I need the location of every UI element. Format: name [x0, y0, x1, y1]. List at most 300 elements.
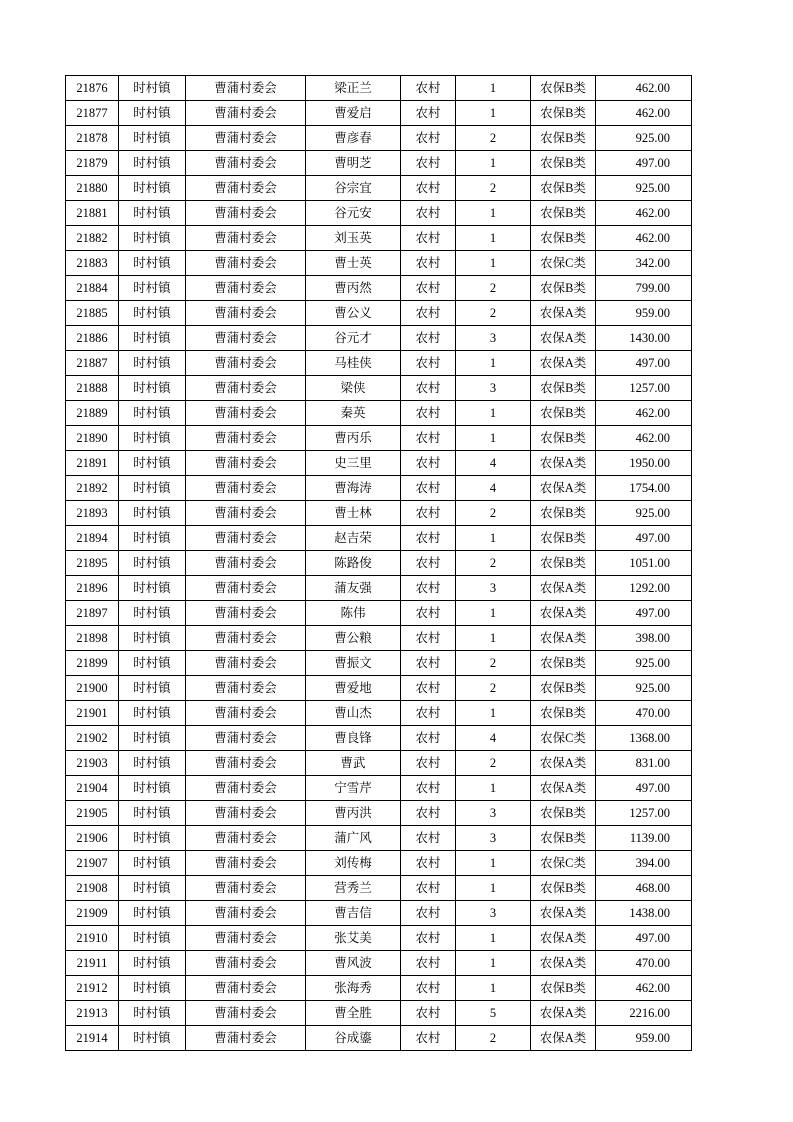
cell-household-type: 农村 [401, 901, 456, 926]
cell-serial-number: 21906 [66, 826, 119, 851]
cell-household-type: 农村 [401, 651, 456, 676]
cell-insurance-category: 农保B类 [531, 176, 596, 201]
table-row [66, 576, 692, 601]
cell-amount: 925.00 [596, 501, 692, 526]
cell-insurance-category: 农保B类 [531, 426, 596, 451]
cell-serial-number: 21882 [66, 226, 119, 251]
cell-insurance-category: 农保A类 [531, 301, 596, 326]
table-row [66, 376, 692, 401]
table-row [66, 876, 692, 901]
cell-serial-number: 21884 [66, 276, 119, 301]
cell-insurance-category: 农保A类 [531, 901, 596, 926]
cell-person-count: 1 [456, 951, 531, 976]
cell-village-committee: 曹蒲村委会 [186, 126, 306, 151]
cell-household-type: 农村 [401, 1026, 456, 1051]
cell-village-committee: 曹蒲村委会 [186, 551, 306, 576]
cell-household-type: 农村 [401, 401, 456, 426]
cell-insurance-category: 农保B类 [531, 276, 596, 301]
cell-name: 刘玉英 [306, 226, 401, 251]
cell-village-committee: 曹蒲村委会 [186, 226, 306, 251]
table-row [66, 801, 692, 826]
cell-insurance-category: 农保B类 [531, 826, 596, 851]
cell-person-count: 3 [456, 326, 531, 351]
cell-person-count: 3 [456, 801, 531, 826]
cell-insurance-category: 农保A类 [531, 626, 596, 651]
cell-town: 时村镇 [119, 201, 186, 226]
cell-insurance-category: 农保B类 [531, 376, 596, 401]
table-row [66, 476, 692, 501]
cell-name: 宁雪芹 [306, 776, 401, 801]
cell-serial-number: 21891 [66, 451, 119, 476]
cell-name: 谷元安 [306, 201, 401, 226]
cell-village-committee: 曹蒲村委会 [186, 726, 306, 751]
cell-serial-number: 21890 [66, 426, 119, 451]
cell-household-type: 农村 [401, 451, 456, 476]
cell-household-type: 农村 [401, 751, 456, 776]
cell-village-committee: 曹蒲村委会 [186, 376, 306, 401]
table-row [66, 751, 692, 776]
cell-household-type: 农村 [401, 201, 456, 226]
cell-person-count: 1 [456, 151, 531, 176]
cell-village-committee: 曹蒲村委会 [186, 976, 306, 1001]
cell-insurance-category: 农保A类 [531, 926, 596, 951]
cell-village-committee: 曹蒲村委会 [186, 576, 306, 601]
cell-household-type: 农村 [401, 801, 456, 826]
cell-name: 曹丙乐 [306, 426, 401, 451]
cell-household-type: 农村 [401, 726, 456, 751]
cell-town: 时村镇 [119, 1026, 186, 1051]
cell-household-type: 农村 [401, 551, 456, 576]
cell-person-count: 2 [456, 126, 531, 151]
cell-village-committee: 曹蒲村委会 [186, 401, 306, 426]
table-row [66, 976, 692, 1001]
table-row [66, 426, 692, 451]
cell-name: 曹风波 [306, 951, 401, 976]
cell-name: 曹士林 [306, 501, 401, 526]
table-row [66, 451, 692, 476]
cell-amount: 925.00 [596, 176, 692, 201]
cell-insurance-category: 农保B类 [531, 801, 596, 826]
cell-serial-number: 21905 [66, 801, 119, 826]
cell-person-count: 2 [456, 651, 531, 676]
cell-household-type: 农村 [401, 851, 456, 876]
cell-insurance-category: 农保A类 [531, 476, 596, 501]
cell-household-type: 农村 [401, 576, 456, 601]
table-row [66, 851, 692, 876]
cell-insurance-category: 农保B类 [531, 876, 596, 901]
cell-amount: 1139.00 [596, 826, 692, 851]
cell-amount: 925.00 [596, 676, 692, 701]
cell-amount: 959.00 [596, 1026, 692, 1051]
cell-village-committee: 曹蒲村委会 [186, 326, 306, 351]
cell-insurance-category: 农保B类 [531, 651, 596, 676]
cell-serial-number: 21914 [66, 1026, 119, 1051]
cell-serial-number: 21899 [66, 651, 119, 676]
cell-serial-number: 21881 [66, 201, 119, 226]
table-row [66, 901, 692, 926]
cell-serial-number: 21892 [66, 476, 119, 501]
cell-serial-number: 21894 [66, 526, 119, 551]
cell-village-committee: 曹蒲村委会 [186, 826, 306, 851]
cell-town: 时村镇 [119, 726, 186, 751]
cell-serial-number: 21878 [66, 126, 119, 151]
cell-person-count: 4 [456, 476, 531, 501]
cell-amount: 470.00 [596, 951, 692, 976]
table-row [66, 76, 692, 101]
cell-amount: 462.00 [596, 976, 692, 1001]
cell-amount: 799.00 [596, 276, 692, 301]
cell-person-count: 1 [456, 401, 531, 426]
cell-person-count: 2 [456, 501, 531, 526]
table-row [66, 726, 692, 751]
cell-serial-number: 21889 [66, 401, 119, 426]
cell-town: 时村镇 [119, 451, 186, 476]
insurance-payment-table [65, 75, 692, 1051]
cell-household-type: 农村 [401, 626, 456, 651]
cell-amount: 342.00 [596, 251, 692, 276]
cell-amount: 497.00 [596, 601, 692, 626]
cell-person-count: 2 [456, 1026, 531, 1051]
cell-household-type: 农村 [401, 476, 456, 501]
cell-name: 谷宗宜 [306, 176, 401, 201]
cell-household-type: 农村 [401, 301, 456, 326]
cell-insurance-category: 农保A类 [531, 601, 596, 626]
cell-town: 时村镇 [119, 926, 186, 951]
cell-household-type: 农村 [401, 101, 456, 126]
cell-village-committee: 曹蒲村委会 [186, 451, 306, 476]
cell-household-type: 农村 [401, 276, 456, 301]
cell-insurance-category: 农保B类 [531, 201, 596, 226]
cell-insurance-category: 农保B类 [531, 676, 596, 701]
cell-household-type: 农村 [401, 376, 456, 401]
cell-village-committee: 曹蒲村委会 [186, 176, 306, 201]
cell-person-count: 1 [456, 851, 531, 876]
cell-village-committee: 曹蒲村委会 [186, 426, 306, 451]
cell-amount: 1754.00 [596, 476, 692, 501]
cell-amount: 1292.00 [596, 576, 692, 601]
table-row [66, 251, 692, 276]
cell-serial-number: 21898 [66, 626, 119, 651]
cell-person-count: 4 [456, 726, 531, 751]
cell-name: 曹吉信 [306, 901, 401, 926]
table-row [66, 526, 692, 551]
cell-household-type: 农村 [401, 251, 456, 276]
cell-village-committee: 曹蒲村委会 [186, 251, 306, 276]
cell-amount: 497.00 [596, 526, 692, 551]
cell-name: 蒲友强 [306, 576, 401, 601]
table-row [66, 1026, 692, 1051]
cell-household-type: 农村 [401, 126, 456, 151]
cell-person-count: 3 [456, 376, 531, 401]
payment-table-body [66, 76, 692, 1051]
cell-town: 时村镇 [119, 501, 186, 526]
cell-name: 曹良锋 [306, 726, 401, 751]
cell-household-type: 农村 [401, 176, 456, 201]
cell-village-committee: 曹蒲村委会 [186, 851, 306, 876]
cell-person-count: 2 [456, 751, 531, 776]
cell-household-type: 农村 [401, 876, 456, 901]
cell-amount: 831.00 [596, 751, 692, 776]
cell-serial-number: 21900 [66, 676, 119, 701]
cell-insurance-category: 农保B类 [531, 76, 596, 101]
cell-town: 时村镇 [119, 476, 186, 501]
cell-name: 谷元才 [306, 326, 401, 351]
cell-village-committee: 曹蒲村委会 [186, 501, 306, 526]
cell-town: 时村镇 [119, 901, 186, 926]
cell-serial-number: 21908 [66, 876, 119, 901]
cell-household-type: 农村 [401, 776, 456, 801]
cell-amount: 497.00 [596, 151, 692, 176]
cell-amount: 1257.00 [596, 376, 692, 401]
cell-town: 时村镇 [119, 76, 186, 101]
table-row [66, 301, 692, 326]
table-row [66, 826, 692, 851]
cell-village-committee: 曹蒲村委会 [186, 601, 306, 626]
cell-town: 时村镇 [119, 551, 186, 576]
table-row [66, 201, 692, 226]
cell-household-type: 农村 [401, 701, 456, 726]
cell-town: 时村镇 [119, 226, 186, 251]
cell-town: 时村镇 [119, 826, 186, 851]
cell-name: 曹公粮 [306, 626, 401, 651]
cell-village-committee: 曹蒲村委会 [186, 276, 306, 301]
cell-town: 时村镇 [119, 651, 186, 676]
cell-name: 曹丙然 [306, 276, 401, 301]
cell-town: 时村镇 [119, 251, 186, 276]
table-row [66, 151, 692, 176]
cell-amount: 497.00 [596, 926, 692, 951]
cell-serial-number: 21883 [66, 251, 119, 276]
cell-insurance-category: 农保B类 [531, 151, 596, 176]
cell-village-committee: 曹蒲村委会 [186, 201, 306, 226]
cell-village-committee: 曹蒲村委会 [186, 651, 306, 676]
cell-town: 时村镇 [119, 351, 186, 376]
cell-village-committee: 曹蒲村委会 [186, 926, 306, 951]
cell-household-type: 农村 [401, 76, 456, 101]
cell-name: 刘传梅 [306, 851, 401, 876]
cell-village-committee: 曹蒲村委会 [186, 351, 306, 376]
cell-amount: 1950.00 [596, 451, 692, 476]
cell-person-count: 3 [456, 826, 531, 851]
cell-amount: 2216.00 [596, 1001, 692, 1026]
cell-amount: 1368.00 [596, 726, 692, 751]
cell-village-committee: 曹蒲村委会 [186, 301, 306, 326]
cell-insurance-category: 农保B类 [531, 976, 596, 1001]
table-row [66, 626, 692, 651]
cell-person-count: 1 [456, 226, 531, 251]
cell-household-type: 农村 [401, 926, 456, 951]
table-row [66, 501, 692, 526]
cell-town: 时村镇 [119, 976, 186, 1001]
cell-insurance-category: 农保B类 [531, 501, 596, 526]
cell-name: 营秀兰 [306, 876, 401, 901]
cell-person-count: 1 [456, 201, 531, 226]
cell-amount: 1257.00 [596, 801, 692, 826]
table-row [66, 926, 692, 951]
cell-name: 曹士英 [306, 251, 401, 276]
cell-town: 时村镇 [119, 576, 186, 601]
cell-amount: 925.00 [596, 651, 692, 676]
cell-person-count: 1 [456, 876, 531, 901]
table-row [66, 101, 692, 126]
cell-town: 时村镇 [119, 751, 186, 776]
cell-town: 时村镇 [119, 376, 186, 401]
cell-town: 时村镇 [119, 326, 186, 351]
cell-person-count: 1 [456, 601, 531, 626]
cell-insurance-category: 农保B类 [531, 101, 596, 126]
cell-name: 陈伟 [306, 601, 401, 626]
table-row [66, 276, 692, 301]
cell-insurance-category: 农保A类 [531, 951, 596, 976]
cell-serial-number: 21909 [66, 901, 119, 926]
cell-serial-number: 21913 [66, 1001, 119, 1026]
cell-town: 时村镇 [119, 176, 186, 201]
cell-person-count: 2 [456, 176, 531, 201]
cell-household-type: 农村 [401, 1001, 456, 1026]
cell-village-committee: 曹蒲村委会 [186, 776, 306, 801]
cell-serial-number: 21888 [66, 376, 119, 401]
cell-serial-number: 21904 [66, 776, 119, 801]
cell-serial-number: 21901 [66, 701, 119, 726]
table-row [66, 776, 692, 801]
cell-person-count: 3 [456, 901, 531, 926]
cell-town: 时村镇 [119, 951, 186, 976]
cell-serial-number: 21910 [66, 926, 119, 951]
cell-insurance-category: 农保A类 [531, 1001, 596, 1026]
cell-serial-number: 21880 [66, 176, 119, 201]
cell-town: 时村镇 [119, 126, 186, 151]
cell-person-count: 1 [456, 426, 531, 451]
cell-insurance-category: 农保B类 [531, 551, 596, 576]
cell-town: 时村镇 [119, 101, 186, 126]
table-row [66, 551, 692, 576]
table-row [66, 401, 692, 426]
cell-insurance-category: 农保B类 [531, 701, 596, 726]
cell-amount: 925.00 [596, 126, 692, 151]
cell-village-committee: 曹蒲村委会 [186, 626, 306, 651]
cell-amount: 497.00 [596, 351, 692, 376]
cell-name: 蒲广风 [306, 826, 401, 851]
table-row [66, 176, 692, 201]
cell-town: 时村镇 [119, 601, 186, 626]
table-row [66, 951, 692, 976]
cell-person-count: 1 [456, 76, 531, 101]
cell-town: 时村镇 [119, 701, 186, 726]
cell-person-count: 1 [456, 776, 531, 801]
cell-town: 时村镇 [119, 151, 186, 176]
cell-town: 时村镇 [119, 876, 186, 901]
cell-town: 时村镇 [119, 426, 186, 451]
cell-household-type: 农村 [401, 676, 456, 701]
cell-name: 曹公义 [306, 301, 401, 326]
table-row [66, 351, 692, 376]
cell-amount: 394.00 [596, 851, 692, 876]
cell-amount: 398.00 [596, 626, 692, 651]
cell-serial-number: 21885 [66, 301, 119, 326]
cell-village-committee: 曹蒲村委会 [186, 751, 306, 776]
cell-amount: 1430.00 [596, 326, 692, 351]
cell-serial-number: 21912 [66, 976, 119, 1001]
table-row [66, 601, 692, 626]
cell-insurance-category: 农保A类 [531, 451, 596, 476]
cell-name: 曹明芝 [306, 151, 401, 176]
cell-household-type: 农村 [401, 601, 456, 626]
cell-person-count: 2 [456, 551, 531, 576]
cell-village-committee: 曹蒲村委会 [186, 1026, 306, 1051]
cell-person-count: 3 [456, 576, 531, 601]
cell-person-count: 1 [456, 251, 531, 276]
table-row [66, 651, 692, 676]
cell-name: 曹彦春 [306, 126, 401, 151]
cell-serial-number: 21887 [66, 351, 119, 376]
cell-amount: 1438.00 [596, 901, 692, 926]
table-row [66, 701, 692, 726]
table-row [66, 676, 692, 701]
cell-name: 张艾美 [306, 926, 401, 951]
cell-town: 时村镇 [119, 401, 186, 426]
cell-amount: 959.00 [596, 301, 692, 326]
cell-person-count: 1 [456, 351, 531, 376]
cell-person-count: 2 [456, 276, 531, 301]
cell-serial-number: 21876 [66, 76, 119, 101]
cell-village-committee: 曹蒲村委会 [186, 1001, 306, 1026]
cell-village-committee: 曹蒲村委会 [186, 876, 306, 901]
cell-person-count: 1 [456, 101, 531, 126]
cell-person-count: 1 [456, 526, 531, 551]
cell-town: 时村镇 [119, 801, 186, 826]
cell-village-committee: 曹蒲村委会 [186, 901, 306, 926]
cell-serial-number: 21911 [66, 951, 119, 976]
cell-insurance-category: 农保C类 [531, 851, 596, 876]
cell-amount: 462.00 [596, 226, 692, 251]
cell-insurance-category: 农保B类 [531, 401, 596, 426]
cell-name: 张海秀 [306, 976, 401, 1001]
cell-name: 曹爱地 [306, 676, 401, 701]
cell-insurance-category: 农保B类 [531, 226, 596, 251]
cell-amount: 470.00 [596, 701, 692, 726]
cell-insurance-category: 农保A类 [531, 326, 596, 351]
cell-town: 时村镇 [119, 851, 186, 876]
cell-person-count: 1 [456, 701, 531, 726]
cell-amount: 462.00 [596, 426, 692, 451]
cell-name: 曹海涛 [306, 476, 401, 501]
cell-serial-number: 21896 [66, 576, 119, 601]
cell-town: 时村镇 [119, 1001, 186, 1026]
cell-name: 梁正兰 [306, 76, 401, 101]
cell-person-count: 1 [456, 926, 531, 951]
cell-household-type: 农村 [401, 951, 456, 976]
cell-serial-number: 21879 [66, 151, 119, 176]
cell-insurance-category: 农保A类 [531, 751, 596, 776]
cell-village-committee: 曹蒲村委会 [186, 151, 306, 176]
cell-household-type: 农村 [401, 826, 456, 851]
cell-person-count: 1 [456, 626, 531, 651]
cell-name: 陈路俊 [306, 551, 401, 576]
cell-person-count: 2 [456, 676, 531, 701]
cell-name: 秦英 [306, 401, 401, 426]
cell-name: 曹爱启 [306, 101, 401, 126]
cell-name: 梁侠 [306, 376, 401, 401]
cell-name: 曹山杰 [306, 701, 401, 726]
cell-village-committee: 曹蒲村委会 [186, 801, 306, 826]
cell-insurance-category: 农保C类 [531, 251, 596, 276]
cell-serial-number: 21907 [66, 851, 119, 876]
cell-village-committee: 曹蒲村委会 [186, 701, 306, 726]
table-row [66, 326, 692, 351]
cell-town: 时村镇 [119, 626, 186, 651]
cell-amount: 462.00 [596, 76, 692, 101]
cell-name: 曹振文 [306, 651, 401, 676]
